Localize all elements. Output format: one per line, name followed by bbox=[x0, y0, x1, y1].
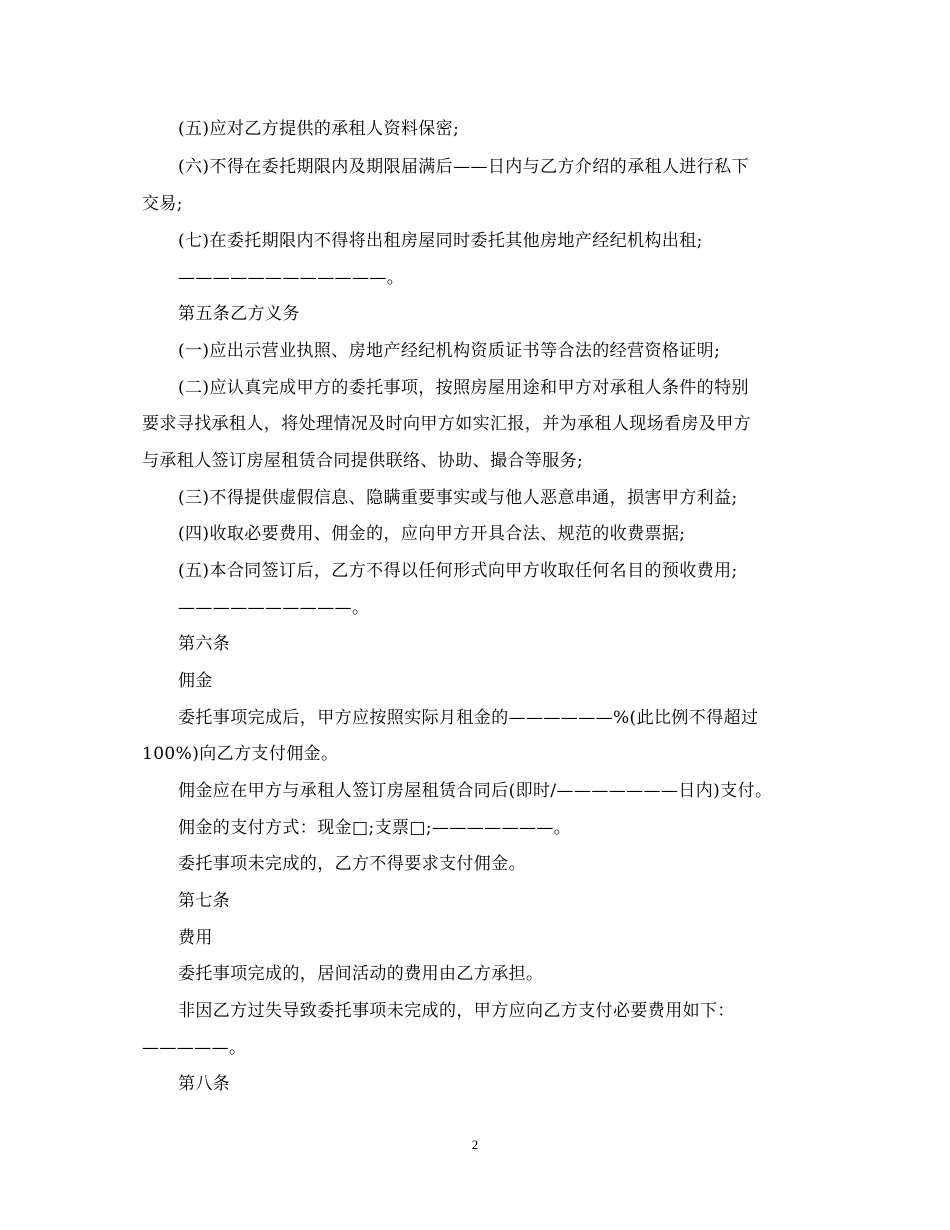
obligation-three: (三)不得提供虚假信息、隐瞒重要事实或与他人恶意串通，损害甲方利益; bbox=[178, 488, 738, 508]
article-eight-heading: 第八条 bbox=[178, 1074, 231, 1094]
clause-seven-no-other-agency: (七)在委托期限内不得将出租房屋同时委托其他房地产经纪机构出租; bbox=[178, 231, 703, 251]
commission-heading: 佣金 bbox=[178, 671, 213, 691]
obligation-five: (五)本合同签订后，乙方不得以任何形式向甲方收取任何名目的预收费用; bbox=[178, 561, 738, 581]
clause-six-private-deal: (六)不得在委托期限内及期限届满后——日内与乙方介绍的承租人进行私下 bbox=[178, 157, 749, 177]
page-number: 2 bbox=[471, 1137, 479, 1152]
expenses-borne-clause: 委托事项完成的，居间活动的费用由乙方承担。 bbox=[178, 964, 544, 984]
commission-payment-method: 佣金的支付方式：现金□;支票□;———————。 bbox=[178, 818, 572, 838]
obligation-one: (一)应出示营业执照、房地产经纪机构资质证书等合法的经营资格证明; bbox=[178, 341, 721, 361]
commission-not-due-clause: 委托事项未完成的，乙方不得要求支付佣金。 bbox=[178, 854, 526, 874]
expenses-heading: 费用 bbox=[178, 928, 213, 948]
obligation-two-continuation-1: 要求寻找承租人，将处理情况及时向甲方如实汇报，并为承租人现场看房及甲方 bbox=[142, 414, 751, 434]
blank-line: ——————————。 bbox=[178, 598, 370, 618]
expenses-reimbursement-clause: 非因乙方过失导致委托事项未完成的，甲方应向乙方支付必要费用如下： bbox=[178, 1001, 735, 1021]
blank-line: —————。 bbox=[142, 1038, 247, 1058]
commission-rate-clause: 委托事项完成后，甲方应按照实际月租金的——————%(此比例不得超过 bbox=[178, 708, 759, 728]
blank-line: ————————————。 bbox=[178, 268, 405, 288]
article-five-heading: 第五条乙方义务 bbox=[178, 304, 300, 324]
obligation-two-continuation-2: 与承租人签订房屋租赁合同提供联络、协助、撮合等服务; bbox=[142, 451, 584, 471]
obligation-two: (二)应认真完成甲方的委托事项，按照房屋用途和甲方对承租人条件的特别 bbox=[178, 378, 749, 398]
article-seven-heading: 第七条 bbox=[178, 891, 231, 911]
obligation-four: (四)收取必要费用、佣金的，应向甲方开具合法、规范的收费票据; bbox=[178, 524, 686, 544]
clause-six-continuation: 交易; bbox=[142, 194, 183, 214]
commission-timing-clause: 佣金应在甲方与承租人签订房屋租赁合同后(即时/———————日内)支付。 bbox=[178, 781, 773, 801]
article-six-heading: 第六条 bbox=[178, 634, 231, 654]
commission-rate-continuation: 100%)向乙方支付佣金。 bbox=[142, 744, 339, 764]
clause-five-confidentiality: (五)应对乙方提供的承租人资料保密; bbox=[178, 119, 460, 139]
